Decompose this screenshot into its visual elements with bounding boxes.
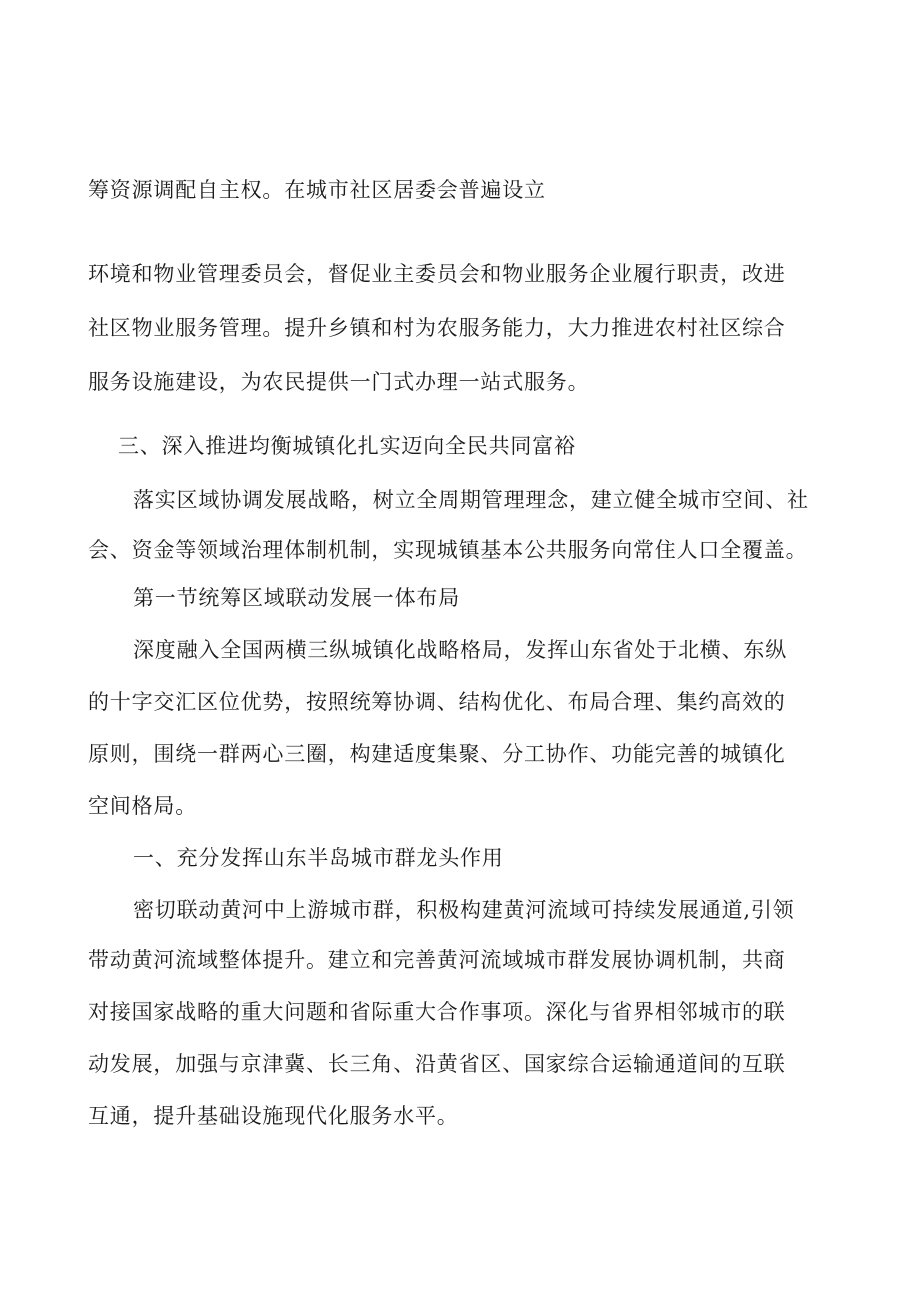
section-heading: 一、充分发挥山东半岛城市群龙头作用 bbox=[133, 846, 504, 870]
paragraph-line: 的十字交汇区位优势，按照统筹协调、结构优化、布局合理、集约高效的 bbox=[88, 690, 786, 714]
paragraph-line: 原则，围绕一群两心三圈，构建适度集聚、分工协作、功能完善的城镇化 bbox=[88, 742, 786, 766]
section-heading: 第一节统筹区域联动发展一体布局 bbox=[133, 586, 460, 610]
paragraph-line: 对接国家战略的重大问题和省际重大合作事项。深化与省界相邻城市的联 bbox=[88, 1000, 786, 1024]
paragraph-line: 密切联动黄河中上游城市群，积极构建黄河流域可持续发展通道,引领 bbox=[133, 898, 795, 922]
paragraph-line: 动发展，加强与京津冀、长三角、沿黄省区、国家综合运输通道间的互联 bbox=[88, 1052, 786, 1076]
paragraph-line: 深度融入全国两横三纵城镇化战略格局，发挥山东省处于北横、东纵 bbox=[133, 638, 787, 662]
paragraph-line: 筹资源调配自主权。在城市社区居委会普遍设立 bbox=[88, 178, 546, 202]
paragraph-line: 互通，提升基础设施现代化服务水平。 bbox=[88, 1104, 459, 1128]
paragraph-line: 空间格局。 bbox=[88, 794, 197, 818]
paragraph-line: 社区物业服务管理。提升乡镇和村为农服务能力，大力推进农村社区综合 bbox=[88, 316, 786, 340]
paragraph-line: 带动黄河流域整体提升。建立和完善黄河流域城市群发展协调机制，共商 bbox=[88, 948, 786, 972]
paragraph-line: 落实区域协调发展战略，树立全周期管理理念，建立健全城市空间、社 bbox=[133, 488, 809, 512]
paragraph-line: 环境和物业管理委员会，督促业主委员会和物业服务企业履行职责，改进 bbox=[88, 262, 786, 286]
paragraph-line: 服务设施建设，为农民提供一门式办理一站式服务。 bbox=[88, 370, 590, 394]
paragraph-line: 会、资金等领域治理体制机制，实现城镇基本公共服务向常住人口全覆盖。 bbox=[88, 538, 808, 562]
section-heading: 三、深入推进均衡城镇化扎实迈向全民共同富裕 bbox=[118, 434, 576, 458]
